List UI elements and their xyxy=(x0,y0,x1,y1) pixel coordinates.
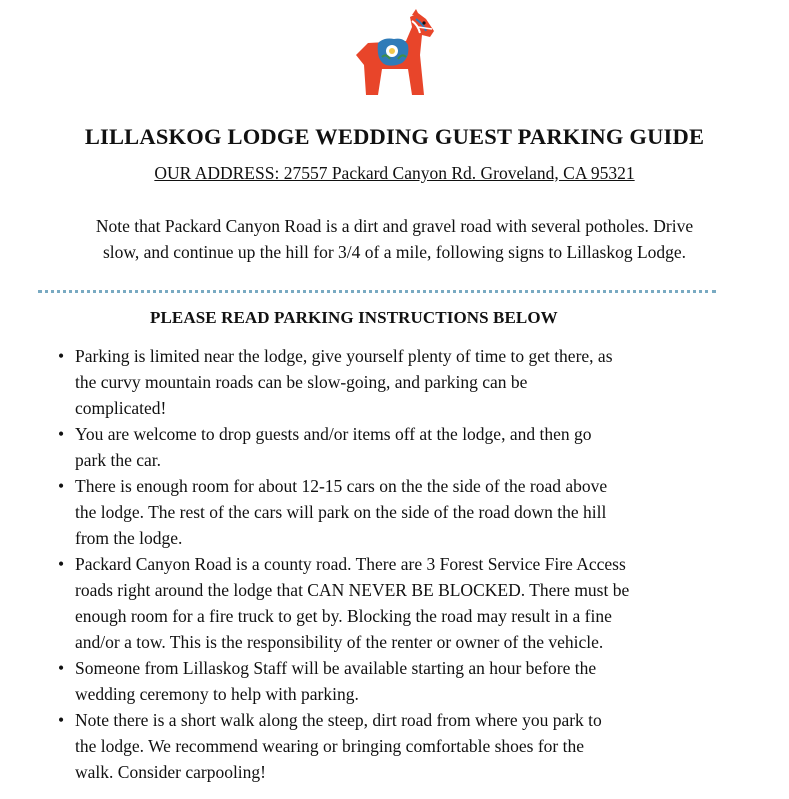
instruction-line: the lodge. The rest of the cars will park on the side of the road down the hill xyxy=(75,502,607,522)
instruction-line: the curvy mountain roads can be slow-going, and parking can be xyxy=(75,372,528,392)
road-note-line-2: slow, and continue up the hill for 3/4 of a mile, following signs to Lillaskog Lodge. xyxy=(102,242,687,262)
instruction-item-drop-off xyxy=(56,421,736,473)
dala-horse-icon xyxy=(348,7,440,107)
dala-horse-logo xyxy=(348,7,440,107)
instruction-line: wedding ceremony to help with parking. xyxy=(75,684,359,704)
instructions-heading: PLEASE READ PARKING INSTRUCTIONS BELOW xyxy=(150,308,558,327)
dotted-divider xyxy=(38,290,716,293)
instruction-line: and/or a tow. This is the responsibility of the renter or owner of the vehicle. xyxy=(75,632,604,652)
bullet: • xyxy=(58,424,65,444)
instruction-line: from the lodge. xyxy=(75,528,183,548)
instruction-line: enough room for a fire truck to get by. Blocking the road may result in a fine xyxy=(75,606,612,626)
instruction-line: Note there is a short walk along the steep, dirt road from where you park to xyxy=(75,710,602,730)
instruction-item-walk xyxy=(56,707,736,785)
instruction-item-fire-access xyxy=(56,551,736,655)
bullet: • xyxy=(58,658,65,678)
bullet: • xyxy=(58,476,65,496)
lodge-address: OUR ADDRESS: 27557 Packard Canyon Rd. Groveland, CA 95321 xyxy=(154,163,635,183)
instruction-line: There is enough room for about 12-15 cars on the the side of the road above xyxy=(75,476,608,496)
bullet: • xyxy=(58,346,65,366)
instruction-line: complicated! xyxy=(75,398,167,418)
instruction-item-parking-limited xyxy=(56,343,736,421)
road-note xyxy=(30,213,759,265)
instruction-line: the lodge. We recommend wearing or bringing comfortable shoes for the xyxy=(75,736,585,756)
instruction-item-car-capacity xyxy=(56,473,736,551)
instruction-line: You are welcome to drop guests and/or items off at the lodge, and then go xyxy=(75,424,592,444)
instruction-line: roads right around the lodge that CAN NEVER BE BLOCKED. There must be xyxy=(75,580,630,600)
road-note-line-1: Note that Packard Canyon Road is a dirt and gravel road with several potholes. Drive xyxy=(95,216,694,236)
instruction-item-staff xyxy=(56,655,736,707)
instructions-list xyxy=(56,343,736,785)
instruction-line: Someone from Lillaskog Staff will be available starting an hour before the xyxy=(75,658,597,678)
page-title: LILLASKOG LODGE WEDDING GUEST PARKING GUIDE xyxy=(84,124,705,149)
instruction-line: walk. Consider carpooling! xyxy=(75,762,266,782)
bullet: • xyxy=(58,710,65,730)
instruction-line: Packard Canyon Road is a county road. There are 3 Forest Service Fire Access xyxy=(75,554,626,574)
bullet: • xyxy=(58,554,65,574)
instruction-line: Parking is limited near the lodge, give yourself plenty of time to get there, as xyxy=(75,346,613,366)
instruction-line: park the car. xyxy=(75,450,161,470)
